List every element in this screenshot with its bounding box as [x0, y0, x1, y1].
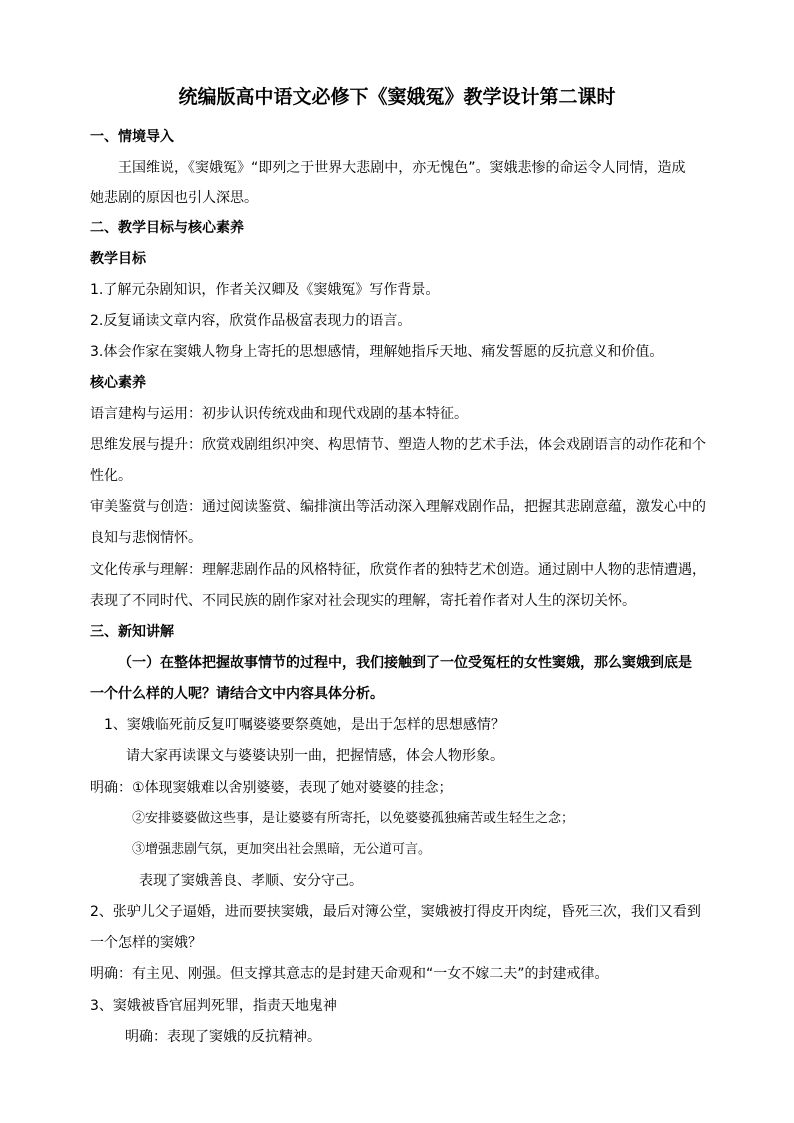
question-line: 一个什么样的人呢？请结合文中内容具体分析。: [90, 686, 384, 702]
section-heading-new-knowledge: 三、新知讲解: [90, 624, 174, 640]
list-item: 3.体会作家在窦娥人物身上寄托的思想感情，理解她指斥天地、痛发誓愿的反抗意义和价值。: [90, 344, 664, 360]
paragraph-line: 审美鉴赏与创造：通过阅读鉴赏、编排演出等活动深入理解戏剧作品，把握其悲剧意蕴，激发心中的: [90, 499, 706, 515]
paragraph-line: 性化。: [90, 468, 132, 484]
paragraph-line: 文化传承与理解：理解悲剧作品的风格特征，欣赏作者的独特艺术创造。通过剧中人物的悲情遭遇，: [90, 562, 706, 578]
paragraph-line: 王国维说，《窦娥冤》“即列之于世界大悲剧中，亦无愧色”。窦娥悲惨的命运令人同情，造成: [118, 160, 686, 176]
paragraph-line: 她悲剧的原因也引人深思。: [90, 190, 258, 206]
paragraph-line: 良知与悲悯情怀。: [90, 530, 202, 546]
list-item: 2、张驴儿父子逼婚，进而要挟窦娥，最后对簿公堂，窦娥被打得皮开肉绽，昏死三次，我们又看到: [90, 904, 701, 920]
list-item: 3、窦娥被昏官屈判死罪，指责天地鬼神: [90, 998, 337, 1014]
section-heading-intro: 一、情境导入: [90, 129, 174, 145]
question-line: （一）在整体把握故事情节的过程中，我们接触到了一位受冤枉的女性窦娥，那么窦娥到底是: [118, 655, 692, 671]
section-heading-goals: 二、教学目标与核心素养: [90, 220, 244, 236]
list-item: 1、窦娥临死前反复叮嘱婆婆要祭奠她，是出于怎样的思想感情？: [104, 717, 505, 733]
list-item: 1.了解元杂剧知识，作者关汉卿及《窦娥冤》写作背景。: [90, 282, 440, 298]
paragraph-line: 语言建构与运用：初步认识传统戏曲和现代戏剧的基本特征。: [90, 406, 468, 422]
subheading-core-literacy: 核心素养: [90, 375, 146, 391]
answer-line: 明确：①体现窦娥难以舍别婆婆，表现了她对婆婆的挂念；: [90, 780, 453, 796]
paragraph-line: 表现了不同时代、不同民族的剧作家对社会现实的理解，寄托着作者对人生的深切关怀。: [90, 593, 636, 609]
answer-line: ③增强悲剧气氛，更加突出社会黑暗，无公道可言。: [132, 842, 432, 857]
answer-line: 明确：有主见、刚强。但支撑其意志的是封建天命观和“一女不嫁二夫”的封建戒律。: [90, 966, 609, 982]
document-title: 统编版高中语文必修下《窦娥冤》教学设计第二课时: [178, 86, 616, 108]
answer-line: ②安排婆婆做这些事，是让婆婆有所寄托，以免婆婆孤独痛苦或生轻生之念；: [132, 811, 575, 826]
list-item: 2.反复诵读文章内容，欣赏作品极富表现力的语言。: [90, 313, 412, 329]
subheading-teaching-goals: 教学目标: [90, 251, 146, 267]
paragraph-line: 请大家再读课文与婆婆诀别一曲，把握情感，体会人物形象。: [126, 748, 504, 764]
paragraph-line: 思维发展与提升：欣赏戏剧组织冲突、构思情节、塑造人物的艺术手法，体会戏剧语言的动作花和个: [90, 437, 706, 453]
answer-line: 表现了窦娥善良、孝顺、安分守己。: [139, 873, 363, 889]
answer-line: 明确：表现了窦娥的反抗精神。: [125, 1029, 321, 1045]
paragraph-line: 一个怎样的窦娥？: [90, 935, 202, 951]
